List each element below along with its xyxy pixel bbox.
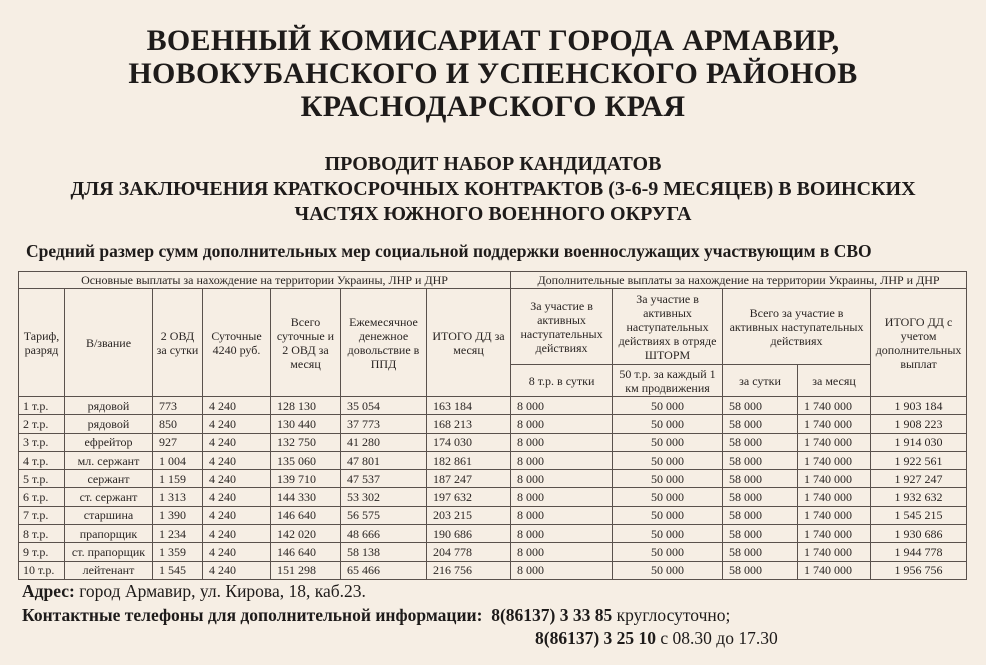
cell-per-day: 58 000 (723, 415, 798, 433)
cell-total-dd-month: 182 861 (427, 451, 511, 469)
cell-total-dd-month: 190 686 (427, 525, 511, 543)
subtitle-line-1: ПРОВОДИТ НАБОР КАНДИДАТОВ (324, 153, 662, 175)
cell-rank: ст. прапорщик (65, 543, 153, 561)
header-grand-total: ИТОГО ДД с учетом дополнительных выплат (871, 289, 967, 397)
cell-rank: лейтенант (65, 561, 153, 579)
cell-storm-part: 50 000 (613, 451, 723, 469)
cell-tariff: 3 т.р. (19, 433, 65, 451)
table-heading: Средний размер сумм дополнительных мер социальной поддержки военнослужащих участвующим в СВО (26, 241, 872, 261)
cell-monthly-allowance: 65 466 (341, 561, 427, 579)
cell-per-day: 58 000 (723, 543, 798, 561)
cell-active-part: 8 000 (511, 561, 613, 579)
header-per-day: за сутки (723, 365, 798, 397)
header-monthly-allowance: Ежемесячное денежное довольствие в ППД (341, 289, 427, 397)
cell-tariff: 10 т.р. (19, 561, 65, 579)
cell-rank: сержант (65, 470, 153, 488)
table-row (19, 488, 967, 506)
contacts-line (22, 605, 730, 625)
cell-daily: 4 240 (203, 415, 271, 433)
cell-per-day: 58 000 (723, 525, 798, 543)
cell-per-month: 1 740 000 (798, 397, 871, 415)
cell-tariff: 6 т.р. (19, 488, 65, 506)
title-line-3: КРАСНОДАРСКОГО КРАЯ (300, 90, 686, 123)
phone-2-note: с 08.30 до 17.30 (656, 628, 778, 648)
cell-ovd: 1 004 (153, 451, 203, 469)
cell-ovd: 927 (153, 433, 203, 451)
cell-total-dd-month: 204 778 (427, 543, 511, 561)
cell-per-day: 58 000 (723, 451, 798, 469)
cell-tariff: 9 т.р. (19, 543, 65, 561)
cell-daily: 4 240 (203, 433, 271, 451)
cell-active-part: 8 000 (511, 451, 613, 469)
cell-ovd: 1 313 (153, 488, 203, 506)
cell-total-dd-month: 216 756 (427, 561, 511, 579)
contacts-label: Контактные телефоны для дополнительной информации: (22, 605, 483, 625)
cell-per-day: 58 000 (723, 397, 798, 415)
section-main-header: Основные выплаты за нахождение на территории Украины, ЛНР и ДНР (19, 272, 511, 289)
cell-daily: 4 240 (203, 561, 271, 579)
cell-tariff: 4 т.р. (19, 451, 65, 469)
cell-total-dd-month: 203 215 (427, 506, 511, 524)
cell-rank: старшина (65, 506, 153, 524)
cell-storm-part: 50 000 (613, 543, 723, 561)
cell-total-dd-month: 174 030 (427, 433, 511, 451)
header-total-dd-month: ИТОГО ДД за месяц (427, 289, 511, 397)
cell-per-month: 1 740 000 (798, 543, 871, 561)
cell-grand-total: 1 914 030 (871, 433, 967, 451)
cell-monthly-allowance: 53 302 (341, 488, 427, 506)
cell-daily: 4 240 (203, 525, 271, 543)
cell-total-daily-ovd: 139 710 (271, 470, 341, 488)
cell-daily: 4 240 (203, 506, 271, 524)
cell-total-daily-ovd: 132 750 (271, 433, 341, 451)
cell-rank: мл. сержант (65, 451, 153, 469)
cell-rank: рядовой (65, 397, 153, 415)
cell-per-month: 1 740 000 (798, 506, 871, 524)
header-tariff: Тариф, разряд (19, 289, 65, 397)
cell-storm-part: 50 000 (613, 525, 723, 543)
cell-daily: 4 240 (203, 488, 271, 506)
cell-tariff: 8 т.р. (19, 525, 65, 543)
header-daily: Суточные 4240 руб. (203, 289, 271, 397)
header-storm-part: За участие в активных наступательных действиях в отряде ШТОРМ (613, 289, 723, 365)
cell-active-part: 8 000 (511, 470, 613, 488)
table-row (19, 397, 967, 415)
cell-tariff: 1 т.р. (19, 397, 65, 415)
cell-grand-total: 1 922 561 (871, 451, 967, 469)
cell-per-day: 58 000 (723, 561, 798, 579)
cell-active-part: 8 000 (511, 488, 613, 506)
cell-monthly-allowance: 37 773 (341, 415, 427, 433)
header-active-part: За участие в активных наступательных действиях (511, 289, 613, 365)
cell-total-dd-month: 163 184 (427, 397, 511, 415)
cell-storm-part: 50 000 (613, 415, 723, 433)
subtitle-line-3: ЧАСТЯХ ЮЖНОГО ВОЕННОГО ОКРУГА (294, 203, 692, 225)
header-per-month: за месяц (798, 365, 871, 397)
cell-storm-part: 50 000 (613, 561, 723, 579)
cell-ovd: 1 390 (153, 506, 203, 524)
cell-total-daily-ovd: 128 130 (271, 397, 341, 415)
cell-total-daily-ovd: 130 440 (271, 415, 341, 433)
cell-per-month: 1 740 000 (798, 415, 871, 433)
cell-per-day: 58 000 (723, 506, 798, 524)
cell-active-part: 8 000 (511, 506, 613, 524)
table-row (19, 415, 967, 433)
cell-monthly-allowance: 48 666 (341, 525, 427, 543)
cell-active-part: 8 000 (511, 415, 613, 433)
cell-total-daily-ovd: 151 298 (271, 561, 341, 579)
title-line-1: ВОЕННЫЙ КОМИСАРИАТ ГОРОДА АРМАВИР, (146, 24, 840, 57)
cell-active-part: 8 000 (511, 543, 613, 561)
cell-tariff: 5 т.р. (19, 470, 65, 488)
cell-storm-part: 50 000 (613, 470, 723, 488)
cell-grand-total: 1 944 778 (871, 543, 967, 561)
cell-total-daily-ovd: 142 020 (271, 525, 341, 543)
cell-per-month: 1 740 000 (798, 470, 871, 488)
cell-daily: 4 240 (203, 543, 271, 561)
cell-grand-total: 1 932 632 (871, 488, 967, 506)
cell-per-month: 1 740 000 (798, 525, 871, 543)
cell-ovd: 773 (153, 397, 203, 415)
cell-per-month: 1 740 000 (798, 433, 871, 451)
cell-ovd: 1 159 (153, 470, 203, 488)
contacts-line-2 (535, 628, 778, 648)
cell-rank: рядовой (65, 415, 153, 433)
cell-total-dd-month: 197 632 (427, 488, 511, 506)
phone-2: 8(86137) 3 25 10 (535, 628, 657, 648)
cell-total-daily-ovd: 144 330 (271, 488, 341, 506)
cell-monthly-allowance: 35 054 (341, 397, 427, 415)
cell-grand-total: 1 903 184 (871, 397, 967, 415)
cell-active-part: 8 000 (511, 525, 613, 543)
cell-monthly-allowance: 58 138 (341, 543, 427, 561)
cell-daily: 4 240 (203, 397, 271, 415)
subtitle-line-2: ДЛЯ ЗАКЛЮЧЕНИЯ КРАТКОСРОЧНЫХ КОНТРАКТОВ (3-6-9 МЕСЯЦЕВ) В ВОИНСКИХ (70, 178, 916, 200)
cell-total-dd-month: 187 247 (427, 470, 511, 488)
cell-per-month: 1 740 000 (798, 561, 871, 579)
cell-monthly-allowance: 47 537 (341, 470, 427, 488)
header-total-active: Всего за участие в активных наступательных действиях (723, 289, 871, 365)
address-line (22, 581, 366, 601)
cell-grand-total: 1 545 215 (871, 506, 967, 524)
cell-per-month: 1 740 000 (798, 488, 871, 506)
cell-grand-total: 1 930 686 (871, 525, 967, 543)
cell-active-part: 8 000 (511, 433, 613, 451)
table-row (19, 451, 967, 469)
cell-rank: ефрейтор (65, 433, 153, 451)
table-row (19, 433, 967, 451)
phone-1-note: круглосуточно; (612, 605, 731, 625)
title-line-2: НОВОКУБАНСКОГО И УСПЕНСКОГО РАЙОНОВ (128, 57, 858, 90)
table-row (19, 543, 967, 561)
table-row (19, 561, 967, 579)
phone-1: 8(86137) 3 33 85 (491, 605, 613, 625)
cell-tariff: 2 т.р. (19, 415, 65, 433)
cell-total-daily-ovd: 135 060 (271, 451, 341, 469)
cell-ovd: 1 359 (153, 543, 203, 561)
cell-active-part: 8 000 (511, 397, 613, 415)
address-label: Адрес: (22, 581, 75, 601)
cell-rank: ст. сержант (65, 488, 153, 506)
cell-grand-total: 1 927 247 (871, 470, 967, 488)
cell-per-month: 1 740 000 (798, 451, 871, 469)
cell-ovd: 1 545 (153, 561, 203, 579)
cell-storm-part: 50 000 (613, 488, 723, 506)
cell-daily: 4 240 (203, 470, 271, 488)
cell-monthly-allowance: 41 280 (341, 433, 427, 451)
cell-total-daily-ovd: 146 640 (271, 506, 341, 524)
payments-table (18, 271, 967, 580)
header-storm-sub: 50 т.р. за каждый 1 км продвижения (613, 365, 723, 397)
header-ovd: 2 ОВД за сутки (153, 289, 203, 397)
header-total-daily-ovd: Всего суточные и 2 ОВД за месяц (271, 289, 341, 397)
header-rank: В/звание (65, 289, 153, 397)
section-extra-header: Дополнительные выплаты за нахождение на территории Украины, ЛНР и ДНР (511, 272, 967, 289)
header-active-sub: 8 т.р. в сутки (511, 365, 613, 397)
cell-storm-part: 50 000 (613, 433, 723, 451)
table-row (19, 506, 967, 524)
cell-storm-part: 50 000 (613, 397, 723, 415)
cell-monthly-allowance: 56 575 (341, 506, 427, 524)
cell-ovd: 1 234 (153, 525, 203, 543)
cell-daily: 4 240 (203, 451, 271, 469)
cell-grand-total: 1 908 223 (871, 415, 967, 433)
cell-per-day: 58 000 (723, 488, 798, 506)
cell-ovd: 850 (153, 415, 203, 433)
cell-monthly-allowance: 47 801 (341, 451, 427, 469)
table-row (19, 525, 967, 543)
cell-per-day: 58 000 (723, 433, 798, 451)
cell-total-dd-month: 168 213 (427, 415, 511, 433)
cell-per-day: 58 000 (723, 470, 798, 488)
cell-tariff: 7 т.р. (19, 506, 65, 524)
table-row (19, 470, 967, 488)
cell-total-daily-ovd: 146 640 (271, 543, 341, 561)
cell-rank: прапорщик (65, 525, 153, 543)
address-value: город Армавир, ул. Кирова, 18, каб.23. (74, 581, 366, 601)
cell-storm-part: 50 000 (613, 506, 723, 524)
cell-grand-total: 1 956 756 (871, 561, 967, 579)
